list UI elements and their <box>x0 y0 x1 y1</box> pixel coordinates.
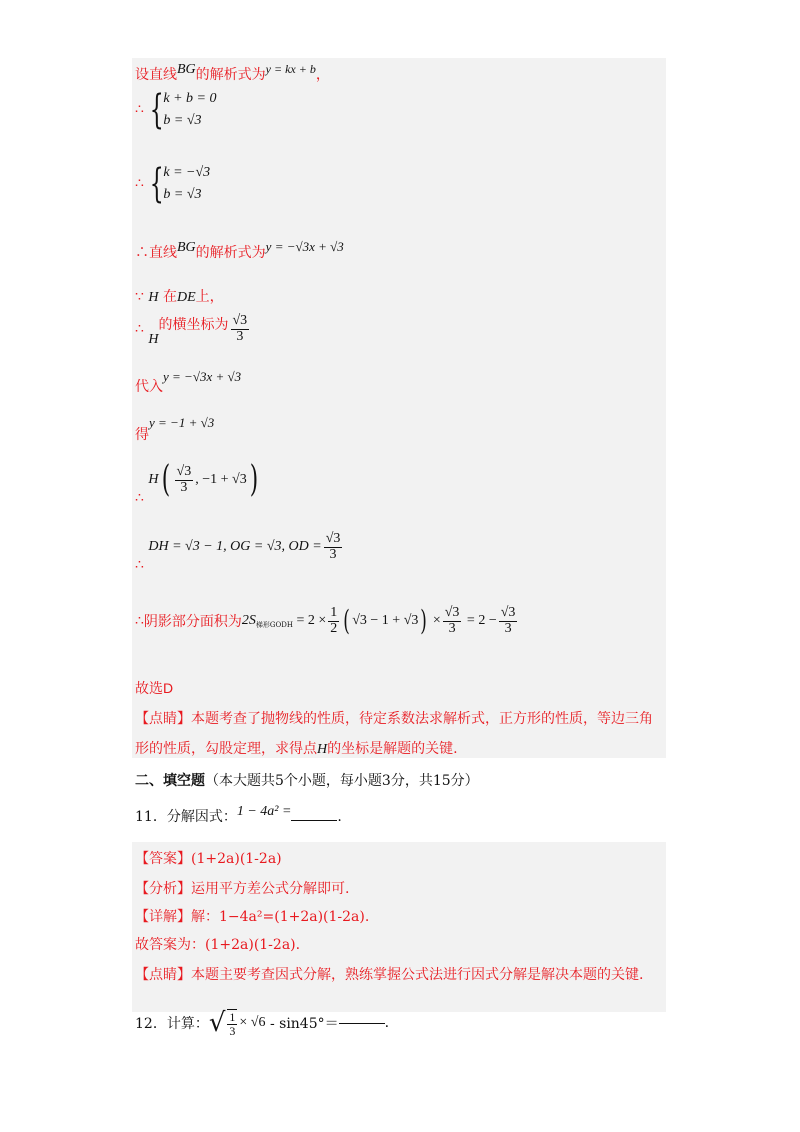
question-number: 12．计算： <box>135 1016 209 1032</box>
text: 上， <box>195 289 224 305</box>
ans11-final: 故答案为：(1+2a)(1-2a). <box>135 937 301 953</box>
dianjing-line-2 <box>135 738 458 758</box>
ans11-answer <box>135 848 282 868</box>
math-eq: = 2 × <box>292 613 327 629</box>
section-note: （本大题共5个小题，每小题3分，共15分） <box>205 773 479 789</box>
fraction: $\frac{√3}{3}$ <box>232 313 248 344</box>
therefore-symbol: ∴ <box>135 490 144 506</box>
solution-panel-top <box>132 58 666 758</box>
math-eq: y = kx + b <box>265 62 316 76</box>
fraction: $\frac{√3}{3}$ <box>176 463 192 495</box>
therefore-symbol: ∴ <box>135 175 144 192</box>
sol-line-9 <box>135 459 261 506</box>
therefore-symbol: ∴ <box>135 101 144 118</box>
sol-line-5 <box>135 286 224 306</box>
math-times: × √6 <box>239 1015 266 1030</box>
text: 的解析式为 <box>195 245 266 261</box>
system-1 <box>135 88 216 131</box>
math-times: × <box>429 613 441 629</box>
paren-close-icon: ) <box>420 604 428 638</box>
math-h: H <box>148 472 159 487</box>
choose-answer: 故选D <box>135 680 174 696</box>
math-bg: BG <box>177 240 196 255</box>
sol-line-8 <box>135 415 215 443</box>
section-heading <box>135 770 479 790</box>
sqrt-icon: √ <box>208 1008 226 1038</box>
sys2-eq-b: b = √3 <box>163 186 202 202</box>
question-expr: 1 − 4a² = <box>236 804 292 819</box>
fraction: $\frac{1}{3}$ <box>229 1009 236 1038</box>
therefore-symbol: ∴ <box>135 613 144 630</box>
dianjing-tag: 【点睛】 <box>135 711 191 727</box>
math-eq: y = −√3x + √3 <box>265 239 344 254</box>
system-2 <box>135 162 210 205</box>
fraction: $\frac{√3}{3}$ <box>500 605 516 636</box>
answer-text: (1+2a)(1-2a) <box>191 851 282 867</box>
sys1-eq-b: b = √3 <box>163 112 202 128</box>
analysis-tag: 【分析】 <box>135 881 191 897</box>
sol-line-4 <box>135 239 344 262</box>
question-11 <box>135 806 342 826</box>
text: . <box>384 1015 390 1031</box>
math-eq: DH = √3 − 1, OG = √3, OD = <box>148 539 322 555</box>
subscript: 梯形GODH <box>255 621 293 630</box>
math-eq: = 2 − <box>463 613 497 629</box>
sol-line-11 <box>135 606 519 636</box>
sol-line-10 <box>135 532 344 573</box>
therefore-symbol: ∴ <box>135 321 144 338</box>
sol-line-6 <box>135 313 251 348</box>
brace-icon: { <box>149 86 164 133</box>
text: 代入 <box>135 379 163 395</box>
text: 得 <box>135 427 149 443</box>
section-title: 二、填空题 <box>135 773 205 789</box>
text: 形的性质，勾股定理，求得点 <box>135 741 317 757</box>
dianjing-line-1 <box>135 708 653 728</box>
because-symbol: ∵ <box>135 289 144 305</box>
math-h: H <box>148 290 159 305</box>
math-s: 2S <box>241 613 256 629</box>
text: ， <box>315 67 330 83</box>
math-de: DE <box>176 290 196 305</box>
math-eq: y = −1 + √3 <box>149 415 215 430</box>
answer-blank <box>291 820 337 821</box>
math-paren: √3 − 1 + √3 <box>352 613 419 629</box>
paren-open-icon: ( <box>161 459 170 500</box>
sol-line-7 <box>135 369 242 395</box>
analysis-text: 运用平方差公式分解即可. <box>191 881 350 897</box>
detail-text: 解：1−4a²=(1+2a)(1-2a). <box>191 909 370 925</box>
sol-line-1 <box>135 64 330 84</box>
math-eq: y = −√3x + √3 <box>163 369 242 384</box>
text: 的坐标是解题的关键. <box>327 741 458 757</box>
ans11-comment <box>135 964 643 984</box>
text: 阴影部分面积为 <box>143 614 242 631</box>
therefore-symbol: ∴ <box>135 557 144 574</box>
question-number: 11．分解因式： <box>135 809 237 825</box>
comment-text: 本题主要考查因式分解，熟练掌握公式法进行因式分解是解决本题的关键. <box>191 967 644 983</box>
therefore-symbol: ∴ <box>135 245 149 261</box>
answer-tag: 【答案】 <box>135 851 191 867</box>
sys1-eq-a: k + b = 0 <box>163 91 217 106</box>
text: 直线 <box>149 245 177 261</box>
math-h: H <box>317 742 328 757</box>
math-bg: BG <box>177 62 196 77</box>
text: 设直线 <box>135 67 177 83</box>
ans11-analysis <box>135 878 349 898</box>
fraction: $\frac{1}{2}$ <box>330 605 338 636</box>
answer-blank <box>339 1023 385 1024</box>
fraction: $\frac{√3}{3}$ <box>444 605 460 636</box>
detail-tag: 【详解】 <box>135 909 191 925</box>
question-12 <box>135 1008 389 1038</box>
brace-icon: { <box>149 160 164 207</box>
question-rest: - sin45°＝ <box>265 1016 339 1032</box>
paren-close-icon: ) <box>249 459 258 500</box>
math-h: H <box>148 332 159 348</box>
text: 本题考查了抛物线的性质，待定系数法求解析式，正方形的性质，等边三角 <box>191 711 653 727</box>
paren-open-icon: ( <box>343 604 351 638</box>
comment-tag: 【点睛】 <box>135 967 191 983</box>
text: 在 <box>162 289 177 305</box>
text: 的横坐标为 <box>158 317 229 334</box>
sys2-eq-a: k = −√3 <box>163 165 211 180</box>
text: 的解析式为 <box>195 67 266 83</box>
text: . <box>337 809 342 825</box>
ans11-detail <box>135 906 369 926</box>
fraction: $\frac{√3}{3}$ <box>325 531 341 562</box>
math-rest: , −1 + √3 <box>195 472 247 487</box>
